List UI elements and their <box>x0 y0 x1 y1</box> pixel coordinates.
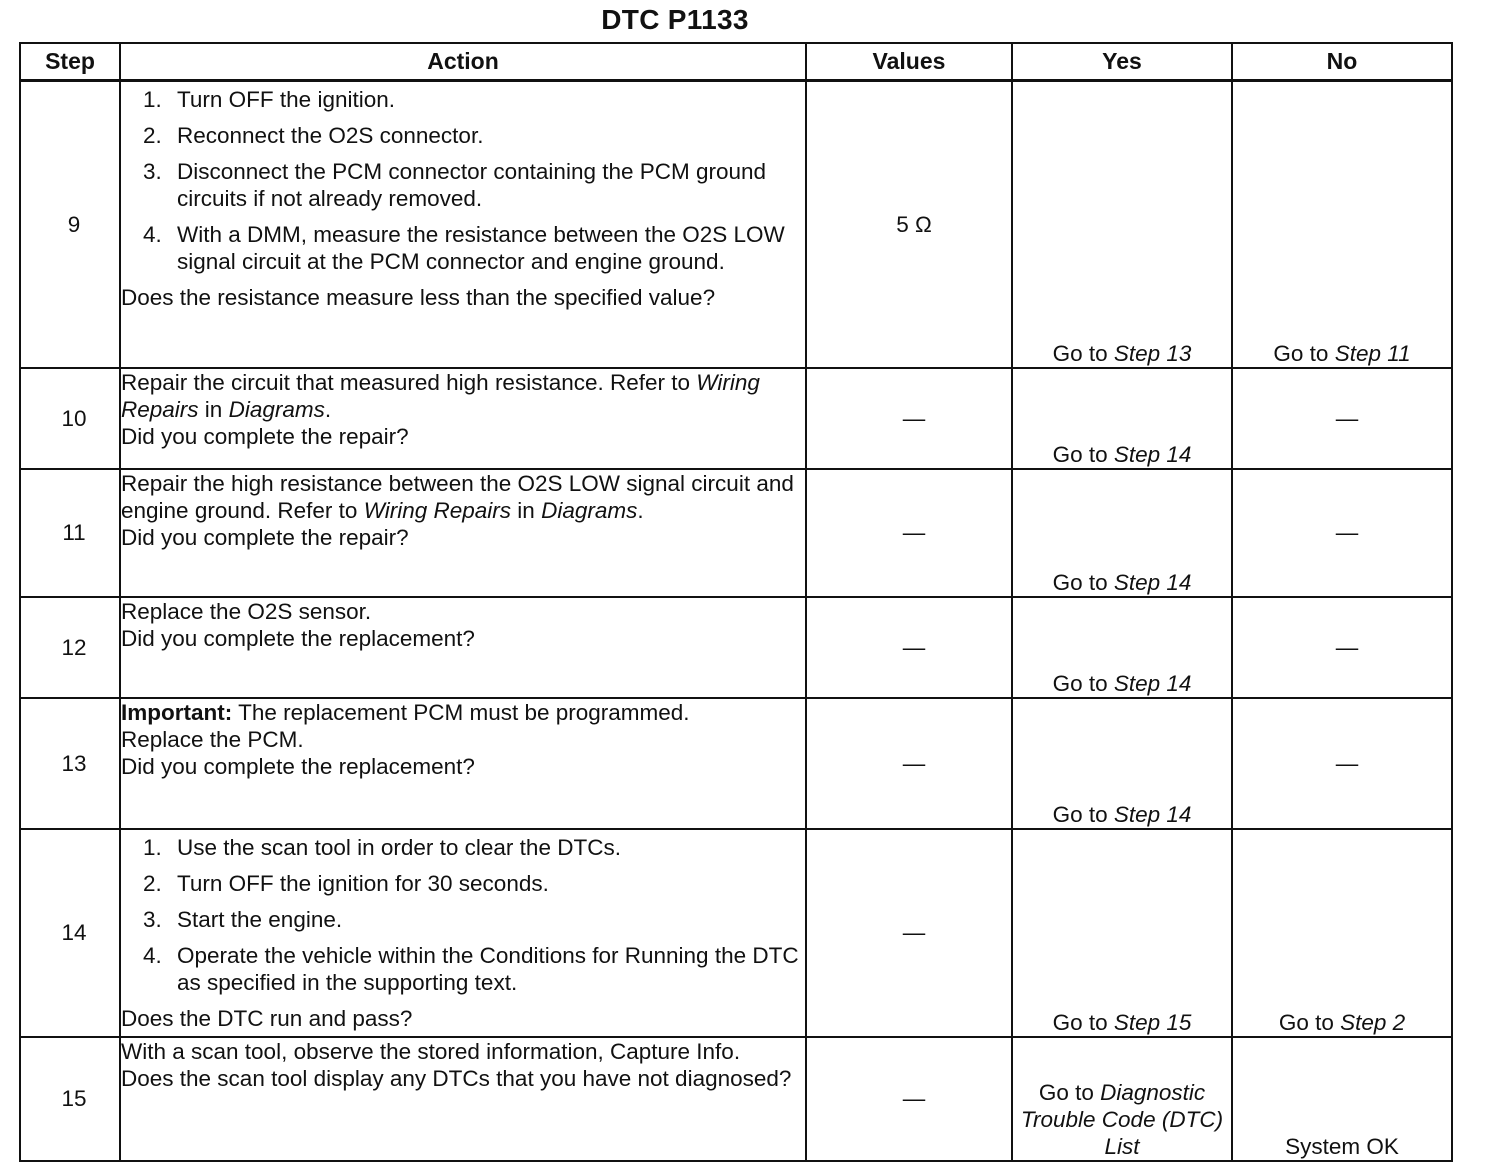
yes-cell: Go to Diagnostic Trouble Code (DTC) List <box>1012 1037 1232 1161</box>
no-cell: Go to Step 2 <box>1232 829 1452 1037</box>
step-number: 12 <box>20 597 120 698</box>
value-cell: — <box>806 698 1012 829</box>
dtc-list-link: Diagnostic Trouble Code (DTC) List <box>1020 1079 1224 1159</box>
question: Did you complete the repair? <box>121 423 409 449</box>
value-cell: — <box>806 829 1012 1037</box>
header-step: Step <box>20 43 120 81</box>
step-link: Step 11 <box>1334 340 1411 366</box>
value-cell: — <box>806 469 1012 597</box>
no-cell: Go to Step 11 <box>1232 81 1452 368</box>
table-header-row <box>20 43 1452 81</box>
list-item: 4. With a DMM, measure the resistance between the O2S LOW signal circuit at the PCM connector and engine ground. <box>143 222 785 274</box>
action-cell <box>120 597 806 698</box>
no-cell: — <box>1232 368 1452 469</box>
action-cell <box>120 368 806 469</box>
header-values: Values <box>806 43 1012 81</box>
table-row <box>20 1037 1452 1161</box>
value-cell: 5 Ω <box>806 81 1012 368</box>
no-cell: — <box>1232 597 1452 698</box>
list-item: 1. Turn OFF the ignition. <box>143 87 396 112</box>
step-link: Step 2 <box>1340 1009 1406 1035</box>
yes-cell: Go to Step 13 <box>1012 81 1232 368</box>
question: Does the scan tool display any DTCs that you have not diagnosed? <box>121 1065 792 1091</box>
header-yes: Yes <box>1012 43 1232 81</box>
yes-cell: Go to Step 14 <box>1012 368 1232 469</box>
action-cell <box>120 698 806 829</box>
table-row <box>20 829 1452 1037</box>
step-link: Step 14 <box>1113 569 1192 595</box>
step-number: 10 <box>20 368 120 469</box>
yes-cell: Go to Step 14 <box>1012 698 1232 829</box>
action-steps <box>121 834 805 996</box>
step-number: 15 <box>20 1037 120 1161</box>
step-link: Step 13 <box>1113 340 1192 366</box>
step-number: 14 <box>20 829 120 1037</box>
no-cell: — <box>1232 698 1452 829</box>
action-cell <box>120 1037 806 1161</box>
question: Did you complete the replacement? <box>121 753 475 779</box>
list-item: 2. Turn OFF the ignition for 30 seconds. <box>143 870 549 896</box>
table-row <box>20 368 1452 469</box>
action-cell <box>120 829 806 1037</box>
header-no: No <box>1232 43 1452 81</box>
question: Does the resistance measure less than the specified value? <box>121 285 716 310</box>
step-number: 9 <box>20 81 120 368</box>
yes-cell: Go to Step 14 <box>1012 597 1232 698</box>
list-item: 3. Start the engine. <box>143 906 343 932</box>
question: Did you complete the repair? <box>121 524 409 550</box>
action-text: Replace the O2S sensor. <box>121 598 372 624</box>
table-row <box>20 698 1452 829</box>
yes-cell: Go to Step 14 <box>1012 469 1232 597</box>
page-title: DTC P1133 <box>601 4 749 35</box>
step-link: Step 15 <box>1113 1009 1192 1035</box>
action-text: Replace the PCM. <box>121 726 304 752</box>
value-cell: — <box>806 597 1012 698</box>
header-action: Action <box>120 43 806 81</box>
list-item: 4. Operate the vehicle within the Conditions for Running the DTC as specified in the supporting text. <box>143 942 799 995</box>
step-number: 11 <box>20 469 120 597</box>
question: Did you complete the replacement? <box>121 625 475 651</box>
action-cell <box>120 81 806 368</box>
dtc-table <box>19 42 1453 1162</box>
table-row <box>20 81 1452 368</box>
question: Does the DTC run and pass? <box>121 1005 413 1031</box>
no-cell: — <box>1232 469 1452 597</box>
action-steps <box>121 86 805 275</box>
table-row <box>20 597 1452 698</box>
step-link: Step 14 <box>1113 670 1192 696</box>
list-item: 1. Use the scan tool in order to clear the DTCs. <box>143 834 621 860</box>
action-text: With a scan tool, observe the stored information, Capture Info. <box>121 1038 741 1064</box>
value-cell: — <box>806 368 1012 469</box>
list-item: 3. Disconnect the PCM connector containing the PCM ground circuits if not already removed. <box>143 159 767 211</box>
table-row <box>20 469 1452 597</box>
important-note: Important: The replacement PCM must be programmed. <box>121 699 690 725</box>
value-cell: — <box>806 1037 1012 1161</box>
no-cell: System OK <box>1232 1037 1452 1161</box>
step-number: 13 <box>20 698 120 829</box>
action-text: Repair the circuit that measured high resistance. Refer to Wiring Repairs in Diagrams. <box>121 369 760 422</box>
list-item: 2. Reconnect the O2S connector. <box>143 123 484 148</box>
action-text: Repair the high resistance between the O2S LOW signal circuit and engine ground. Refer to Wiring Repairs in Diagrams. <box>121 470 794 523</box>
action-cell <box>120 469 806 597</box>
yes-cell: Go to Step 15 <box>1012 829 1232 1037</box>
step-link: Step 14 <box>1113 441 1192 467</box>
step-link: Step 14 <box>1113 801 1192 827</box>
